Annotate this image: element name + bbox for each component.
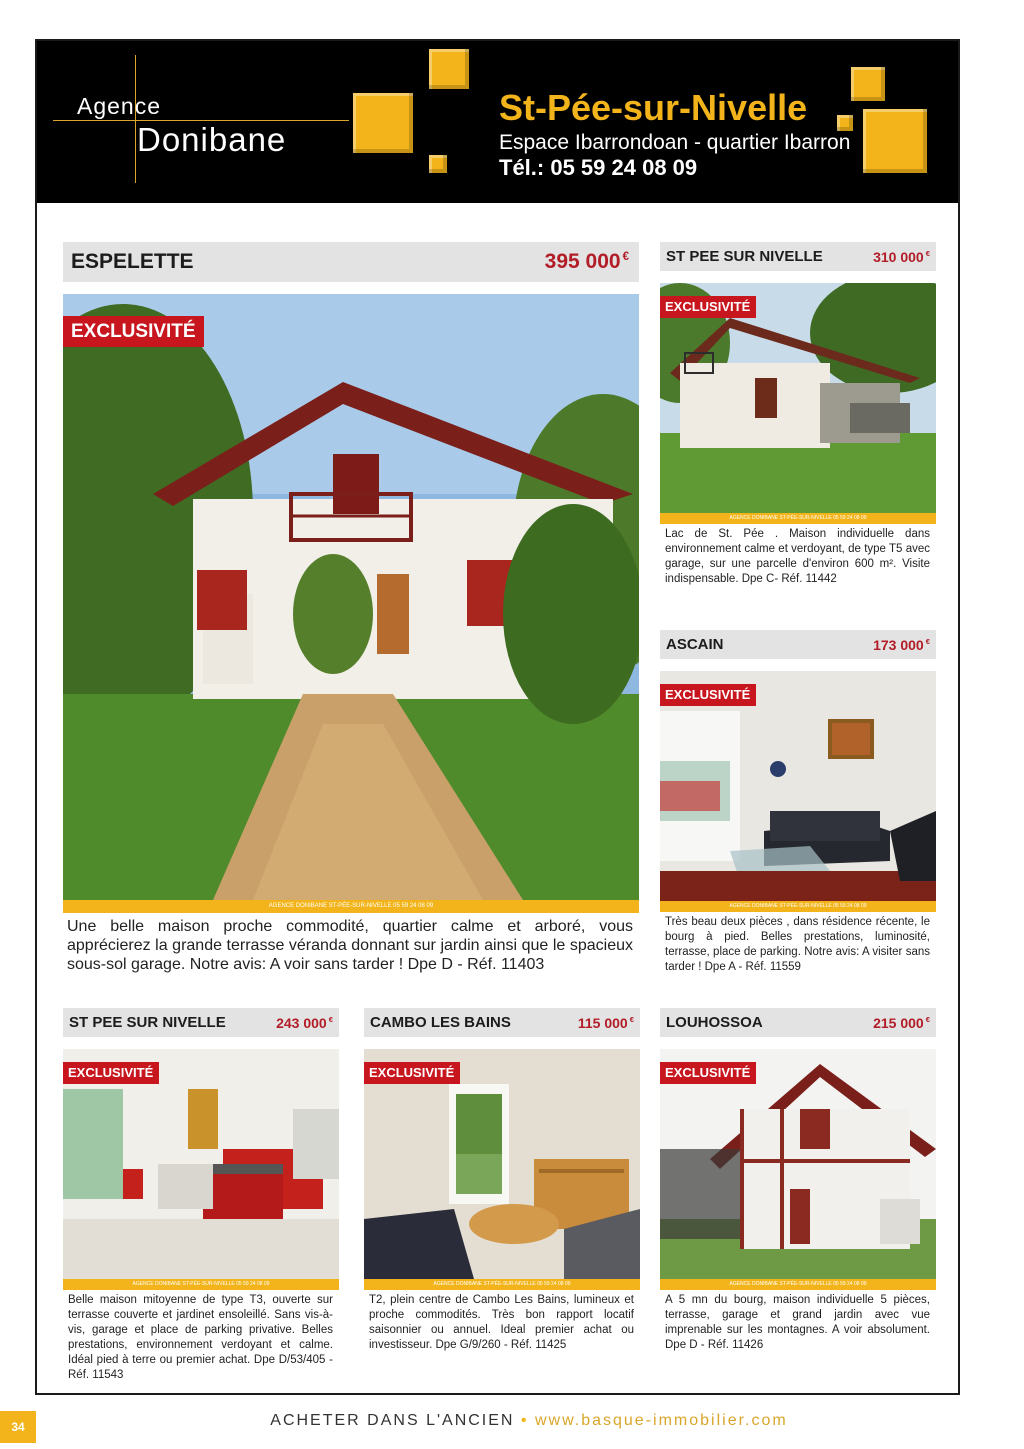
exclusivity-badge: EXCLUSIVITÉ <box>660 1062 756 1084</box>
agency-address: Espace Ibarrondoan - quartier Ibarron <box>499 131 851 154</box>
listing-title-bar <box>660 1008 936 1037</box>
exclusivity-badge: EXCLUSIVITÉ <box>660 296 756 318</box>
photo-credit: AGENCE DONIBANE ST-PÉE-SUR-NIVELLE 05 59 24 08 09 <box>660 901 936 912</box>
logo-agence-text: Agence <box>77 93 162 119</box>
photo-credit: AGENCE DONIBANE ST-PÉE-SUR-NIVELLE 05 59 24 08 09 <box>63 1279 339 1290</box>
listing-price: 215 000 € <box>873 1014 930 1031</box>
decorative-square <box>353 93 413 153</box>
footer-website-link[interactable]: www.basque-immobilier.com <box>534 1412 788 1429</box>
exclusivity-badge: EXCLUSIVITÉ <box>364 1062 460 1084</box>
listing-title-bar <box>63 242 639 282</box>
listing-title-bar <box>660 242 936 271</box>
logo-donibane-text: Donibane <box>137 121 287 158</box>
listing-description: T2, plein centre de Cambo Les Bains, lumineux et proche commodités. Très bon rapport locatif saisonnier ou annuel. Ideal premier achat ou investisseur. Dpe G/9/260 - Réf. 11425 <box>369 1294 634 1351</box>
listing-location: LOUHOSSOA <box>666 1014 763 1031</box>
photo-credit: AGENCE DONIBANE ST-PÉE-SUR-NIVELLE 05 59 24 08 09 <box>660 1279 936 1290</box>
listing-price: 115 000 € <box>577 1014 634 1031</box>
exclusivity-badge: EXCLUSIVITÉ <box>660 684 756 706</box>
footer-section-title: ACHETER DANS L'ANCIEN <box>270 1412 515 1429</box>
footer-bar <box>0 1412 1024 1430</box>
listing-description: Une belle maison proche commodité, quartier calme et arboré, vous apprécierez la grande terrasse véranda donnant sur jardin ainsi que le spacieux sous-sol garage. Notre avis: A voir sans tarder ! Dpe D - Réf. 11403 <box>67 918 633 973</box>
listing-price: 310 000 € <box>873 248 930 265</box>
listing-location: ESPELETTE <box>71 250 194 273</box>
photo-credit: AGENCE DONIBANE ST-PÉE-SUR-NIVELLE 05 59 24 08 09 <box>660 513 936 524</box>
listing-title-bar <box>660 630 936 659</box>
footer-separator: • <box>520 1412 529 1429</box>
listing-title-bar <box>63 1008 339 1037</box>
listing-description: Belle maison mitoyenne de type T3, ouverte sur terrasse couverte et jardinet ensoleillé. Sans vis-à-vis, garage et place de parking privative. Belles prestations, environnement verdoyant et calme. Idéal pied à terre ou premier achat. Dpe D/53/405 - Réf. 11543 <box>68 1294 333 1381</box>
listing-price: 173 000 € <box>873 636 930 653</box>
listing-location: ST PEE SUR NIVELLE <box>666 248 823 265</box>
photo-credit: AGENCE DONIBANE ST-PÉE-SUR-NIVELLE 05 59 24 08 09 <box>63 900 639 913</box>
listing-location: CAMBO LES BAINS <box>370 1014 511 1031</box>
exclusivity-badge: EXCLUSIVITÉ <box>63 1062 159 1084</box>
listing-location: ASCAIN <box>666 636 724 653</box>
listing-price: 395 000 € <box>544 250 629 273</box>
agency-city: St-Pée-sur-Nivelle <box>499 87 808 128</box>
agency-banner <box>37 41 958 203</box>
listing-description: Lac de St. Pée . Maison individuelle dans environnement calme et verdoyant, de type T5 avec garage, sur une parcelle d'environ 600 m². Visite indispensable. Dpe C- Réf. 11442 <box>665 528 930 585</box>
listing-description: A 5 mn du bourg, maison individuelle 5 pièces, terrasse, garage et grand jardin avec vue imprenable sur les montagnes. A voir absolument. Dpe D - Réf. 11426 <box>665 1294 930 1351</box>
listing-price: 243 000 € <box>276 1014 333 1031</box>
decorative-square <box>429 49 469 89</box>
decorative-square <box>837 115 853 131</box>
agency-phone: Tél.: 05 59 24 08 09 <box>499 155 698 180</box>
page-frame <box>35 39 960 1395</box>
listing-title-bar <box>364 1008 640 1037</box>
listing-description: Très beau deux pièces , dans résidence récente, le bourg à pied. Belles prestations, luminosité, terrasse, place de parking. Notre avis: A visiter sans tarder ! Dpe A - Réf. 11559 <box>665 916 930 973</box>
house-photo[interactable] <box>63 294 639 900</box>
page-number: 34 <box>0 1411 36 1443</box>
house-photo-illustration <box>63 294 639 900</box>
photo-credit: AGENCE DONIBANE ST-PÉE-SUR-NIVELLE 05 59 24 08 09 <box>364 1279 640 1290</box>
exclusivity-badge: EXCLUSIVITÉ <box>63 316 204 347</box>
listing-location: ST PEE SUR NIVELLE <box>69 1014 226 1031</box>
decorative-square <box>863 109 927 173</box>
decorative-square <box>851 67 885 101</box>
decorative-square <box>429 155 447 173</box>
